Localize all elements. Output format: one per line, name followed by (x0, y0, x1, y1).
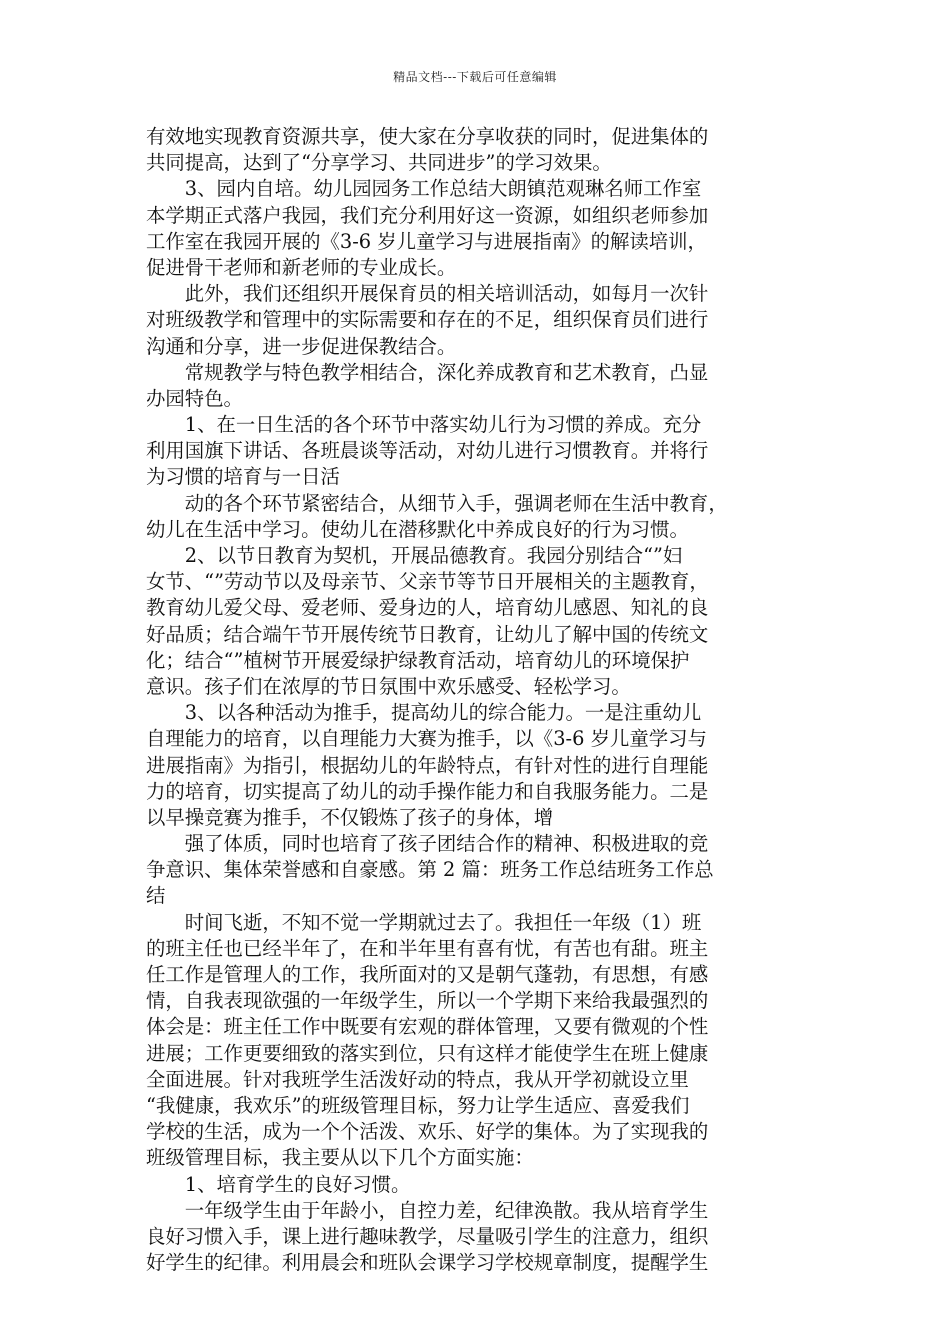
text-line: 共同提高，达到了“分享学习、共同进步”的学习效果。 (146, 151, 612, 175)
text-line: 为习惯的培育与一日活 (146, 465, 340, 489)
text-line: 3、园内自培。幼儿园园务工作总结大朗镇范观琳名师工作室 (146, 177, 702, 201)
text-line: 常规教学与特色教学相结合，深化养成教育和艺术教育，凸显 (146, 360, 709, 384)
text-line: “我健康，我欢乐”的班级管理目标，努力让学生适应、喜爱我们 (146, 1093, 690, 1117)
text-line: 有效地实现教育资源共享，使大家在分享收获的同时，促进集体的 (146, 125, 709, 148)
text-line: 的班主任也已经半年了，在和半年里有喜有忧，有苦也有甜。班主 (146, 936, 709, 960)
text-line: 自理能力的培育，以自理能力大赛为推手，以《3-6 岁儿童学习与 (146, 727, 707, 751)
text-line: 班级管理目标，我主要从以下几个方面实施： (146, 1146, 534, 1170)
text-line: 结 (146, 884, 166, 908)
text-line: 强了体质，同时也培育了孩子团结合作的精神、积极进取的竞 (146, 832, 709, 856)
text-line: 进展指南》为指引，根据幼儿的年龄特点，有针对性的进行自理能 (146, 753, 709, 777)
text-line: 沟通和分享，进一步促进保教结合。 (146, 334, 457, 358)
text-line: 办园特色。 (146, 386, 243, 410)
text-line: 利用国旗下讲话、各班晨谈等活动，对幼儿进行习惯教育。并将行 (146, 439, 709, 463)
text-line: 女节、“”劳动节以及母亲节、父亲节等节日开展相关的主题教育， (146, 570, 709, 594)
text-line: 化；结合“”植树节开展爱绿护绿教育活动，培育幼儿的环境保护 (146, 648, 690, 672)
text-line: 争意识、集体荣誉感和自豪感。第 2 篇：班务工作总结班务工作总 (146, 858, 714, 882)
text-line: 情，自我表现欲强的一年级学生，所以一个学期下来给我最强烈的 (146, 989, 709, 1013)
text-line: 对班级教学和管理中的实际需要和存在的不足，组织保育员们进行 (146, 308, 709, 332)
text-line: 好品质；结合端午节开展传统节日教育，让幼儿了解中国的传统文 (146, 622, 709, 646)
text-line: 教育幼儿爱父母、爱老师、爱身边的人，培育幼儿感恩、知礼的良 (146, 596, 709, 620)
text-line: 学校的生活，成为一个个活泼、欢乐、好学的集体。为了实现我的 (146, 1120, 709, 1144)
text-line: 1、培育学生的良好习惯。 (146, 1172, 411, 1196)
text-line: 进展；工作更要细致的落实到位，只有这样才能使学生在班上健康 (146, 1041, 709, 1065)
text-line: 1、在一日生活的各个环节中落实幼儿行为习惯的养成。充分 (146, 413, 702, 437)
text-line: 全面进展。针对我班学生活泼好动的特点，我从开学初就设立里 (146, 1067, 689, 1091)
text-line: 任工作是管理人的工作，我所面对的又是朝气蓬勃，有思想，有感 (146, 963, 709, 986)
text-line: 良好习惯入手，课上进行趣味教学，尽量吸引学生的注意力，组织 (146, 1224, 709, 1248)
text-line: 体会是：班主任工作中既要有宏观的群体管理，又要有微观的个性 (146, 1015, 709, 1039)
page-header: 精品文档---下载后可任意编辑 (393, 70, 557, 84)
document-body (146, 124, 806, 1276)
text-line: 2、以节日教育为契机，开展品德教育。我园分别结合“”妇 (146, 544, 683, 567)
text-line: 好学生的纪律。利用晨会和班队会课学习学校规章制度，提醒学生 (146, 1251, 709, 1275)
text-line: 力的培育，切实提高了幼儿的动手操作能力和自我服务能力。二是 (146, 779, 709, 803)
text-line: 工作室在我园开展的《3-6 岁儿童学习与进展指南》的解读培训， (146, 229, 707, 253)
text-line: 此外，我们还组织开展保育员的相关培训活动，如每月一次针 (146, 282, 709, 306)
text-line: 以早操竞赛为推手，不仅锻炼了孩子的身体，增 (146, 805, 554, 829)
text-line: 幼儿在生活中学习。使幼儿在潜移默化中养成良好的行为习惯。 (146, 517, 689, 541)
text-line: 时间飞逝，不知不觉一学期就过去了。我担任一年级（1）班 (146, 910, 702, 934)
text-line: 促进骨干老师和新老师的专业成长。 (146, 255, 457, 279)
text-line: 本学期正式落户我园，我们充分利用好这一资源，如组织老师参加 (146, 203, 709, 227)
text-line: 动的各个环节紧密结合，从细节入手，强调老师在生活中教育， (146, 491, 728, 515)
text-line: 3、以各种活动为推手，提高幼儿的综合能力。一是注重幼儿 (146, 701, 702, 725)
text-line: 一年级学生由于年龄小，自控力差，纪律涣散。我从培育学生 (146, 1198, 709, 1222)
text-line: 意识。孩子们在浓厚的节日氛围中欢乐感受、轻松学习。 (146, 674, 631, 698)
